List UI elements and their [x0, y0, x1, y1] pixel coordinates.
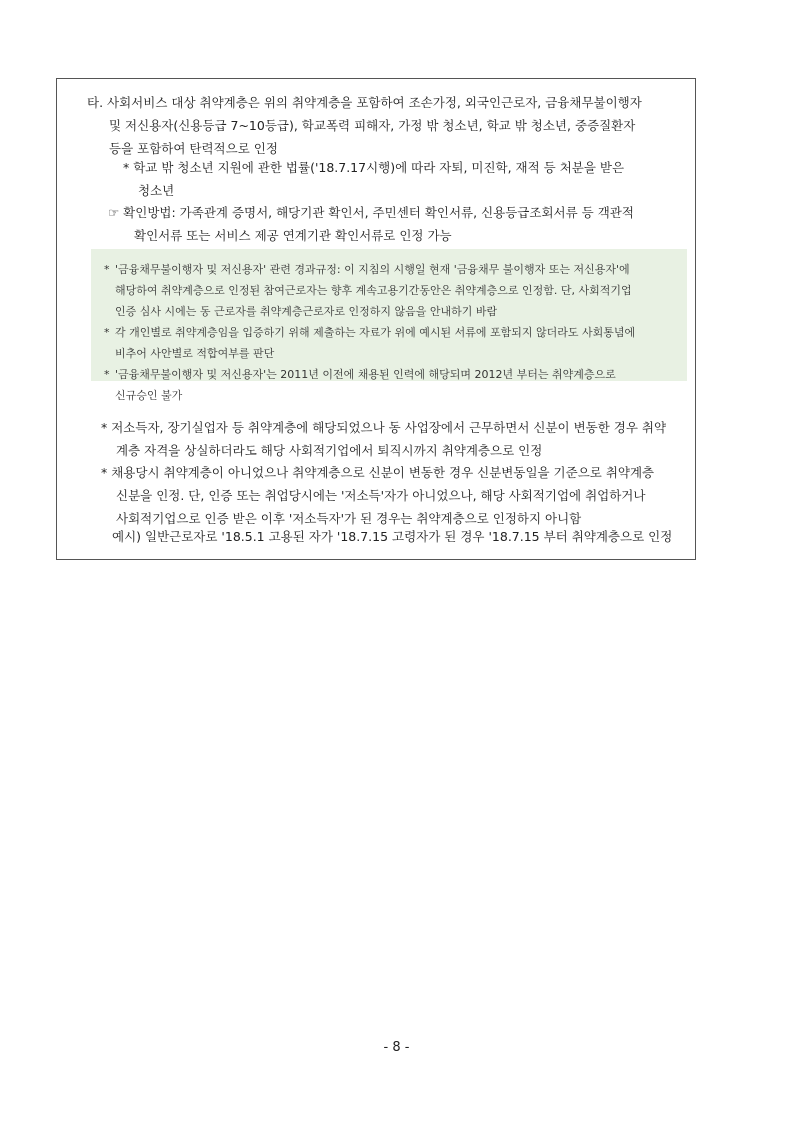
note-line: 청소년: [138, 183, 175, 198]
confirmation-method: [108, 201, 634, 247]
notice-line: '금융채무불이행자 및 저신용자' 관련 경과규정: 이 지침의 시행일 현재 '금융채무 불이행자 또는 저신용자'에: [115, 263, 630, 276]
note-out-of-school-youth: [123, 156, 624, 202]
bullet-marker: *: [104, 326, 110, 339]
bullet-marker: *: [104, 368, 110, 381]
section-ta-line: 타. 사회서비스 대상 취약계층은 위의 취약계층을 포함하여 조손가정, 외국인근로자, 금융채무불이행자: [87, 95, 642, 110]
confirmation-line: ☞ 확인방법: 가족관계 증명서, 해당기관 확인서, 주민센터 확인서류, 신용등급조회서류 등 객관적: [108, 205, 634, 220]
note-line: * 채용당시 취약계층이 아니었으나 취약계층으로 신분이 변동한 경우 신분변동일을 기준으로 취약계층: [101, 465, 655, 480]
notice-line: 신규승인 불가: [115, 389, 183, 402]
notice-box: [91, 249, 687, 402]
notice-item: [104, 364, 616, 406]
notice-line: '금융채무불이행자 및 저신용자'는 2011년 이전에 채용된 인력에 해당되며 2012년 부터는 취약계층으로: [115, 368, 616, 381]
notice-line: 각 개인별로 취약계층임을 입증하기 위해 제출하는 자료가 위에 예시된 서류에 포함되지 않더라도 사회통념에: [115, 326, 636, 339]
note-low-income: [101, 416, 666, 462]
notice-line: 인증 심사 시에는 동 근로자를 취약계층근로자로 인정하지 않음을 안내하기 바람: [115, 305, 498, 318]
section-ta-line: 및 저신용자(신용등급 7~10등급), 학교폭력 피해자, 가정 밖 청소년, 학교 밖 청소년, 중증질환자: [109, 118, 636, 133]
note-line: 사회적기업으로 인증 받은 이후 '저소득자'가 된 경우는 취약계층으로 인정하지 아니함: [116, 511, 582, 526]
notice-line: 해당하여 취약계층으로 인정된 참여근로자는 향후 계속고용기간동안은 취약계층으로 인정함. 단, 사회적기업: [115, 284, 632, 297]
section-ta: [87, 91, 642, 160]
note-line: 신분을 인정. 단, 인증 또는 취업당시에는 '저소득'자가 아니었으나, 해당 사회적기업에 취업하거나: [116, 488, 646, 503]
example-line: 예시) 일반근로자로 '18.5.1 고용된 자가 '18.7.15 고령자가 된 경우 '18.7.15 부터 취약계층으로 인정: [112, 529, 673, 544]
page-number: - 8 -: [383, 1040, 410, 1055]
note-hiring: [101, 461, 654, 530]
notice-item: [104, 322, 635, 364]
confirmation-line: 확인서류 또는 서비스 제공 연계기관 확인서류로 인정 가능: [134, 228, 452, 243]
section-ta-line: 등을 포함하여 탄력적으로 인정: [109, 141, 278, 156]
note-line: 계층 자격을 상실하더라도 해당 사회적기업에서 퇴직시까지 취약계층으로 인정: [116, 443, 543, 458]
notice-item: [104, 259, 632, 322]
notice-line: 비추어 사안별로 적합여부를 판단: [115, 347, 275, 360]
note-line: * 저소득자, 장기실업자 등 취약계층에 해당되었으나 동 사업장에서 근무하면서 신분이 변동한 경우 취약: [101, 420, 667, 435]
bullet-marker: *: [104, 263, 110, 276]
note-line: * 학교 밖 청소년 지원에 관한 법률('18.7.17시행)에 따라 자퇴, 미진학, 재적 등 처분을 받은: [123, 160, 625, 175]
content-box: [56, 78, 696, 560]
